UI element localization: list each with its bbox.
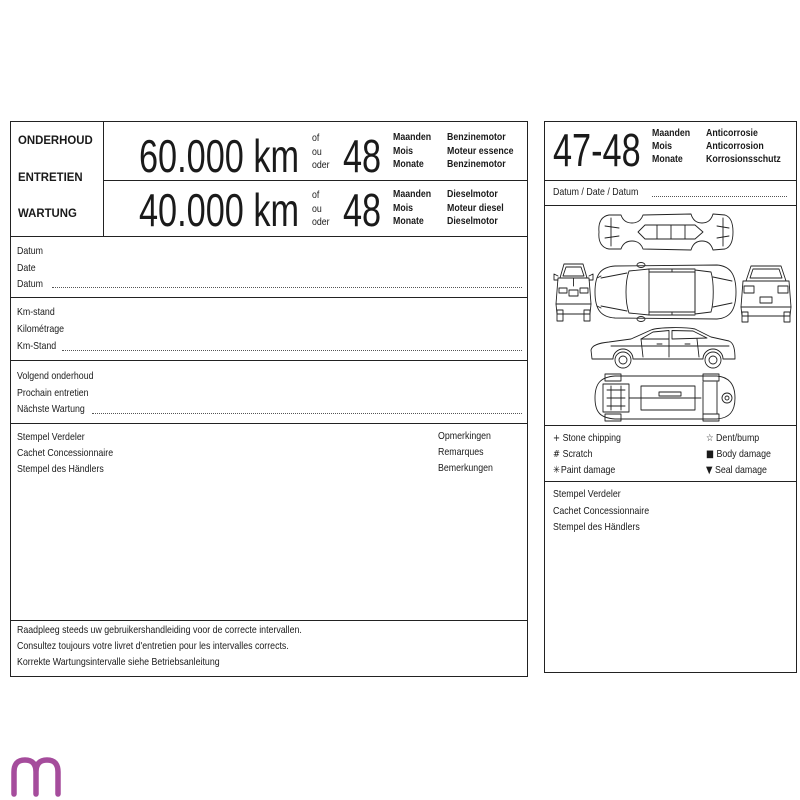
seal-damage-symbol: ▼ [706, 465, 713, 476]
engine-word: Moteur diesel [447, 202, 504, 214]
date-label-de: Datum [17, 278, 43, 290]
legend-stamp-divider [544, 481, 797, 482]
car-underside-view-icon [595, 374, 735, 421]
anticorrosion-treatment [706, 127, 781, 166]
stamp-section-divider [10, 620, 528, 621]
dealer-stamp-label-nl: Stempel Verdeler [17, 431, 85, 443]
treatment-word: Anticorrosion [706, 141, 764, 152]
legend-label: Body damage [716, 448, 771, 460]
dealer-stamp-labels [17, 429, 113, 477]
mileage-label-nl: Km-stand [17, 306, 55, 318]
legend-label: Stone chipping [562, 432, 621, 444]
date-label-nl: Datum [17, 245, 43, 257]
petrol-interval-distance: 60.000 km [139, 130, 300, 182]
dealer-stamp-label-fr: Cachet Concessionnaire [553, 504, 650, 517]
body-damage-symbol: ■ [706, 449, 714, 460]
engine-word: Benzinemotor [447, 159, 506, 170]
month-word: Maanden [393, 132, 432, 143]
dealer-stamp-label-de: Stempel des Händlers [17, 463, 104, 475]
remarks-label-nl: Opmerkingen [438, 430, 491, 442]
car-side-view-icon [591, 328, 735, 368]
legend-scratch [553, 446, 592, 463]
next-service-entry-line [92, 413, 522, 414]
mileage-section-divider [10, 360, 528, 361]
anticorrosion-months-range: 47-48 [553, 124, 641, 176]
footer-note-fr: Consultez toujours votre livret d'entretien pour les intervalles corrects. [17, 640, 289, 652]
remarks-label-de: Bemerkungen [438, 462, 493, 474]
month-word: Mois [652, 141, 673, 152]
or-word: ou [312, 146, 322, 158]
legend-label: Dent/bump [716, 432, 760, 444]
petrol-engine-type [447, 131, 514, 172]
month-word: Mois [393, 145, 414, 157]
service-label-de: WARTUNG [18, 206, 77, 220]
diesel-or-words [312, 189, 330, 230]
service-label-fr: ENTRETIEN [18, 170, 83, 184]
date-field-labels [17, 243, 43, 293]
dealer-stamp-label-nl: Stempel Verdeler [553, 488, 621, 500]
anticorrosion-header-divider [544, 180, 797, 181]
diesel-engine-type [447, 188, 504, 229]
month-word: Monate [652, 154, 683, 165]
engine-word: Dieselmotor [447, 189, 498, 200]
date-entry-line [52, 287, 522, 288]
anticorrosion-dealer-stamp-labels [553, 486, 649, 536]
legend-seal-damage [706, 462, 767, 479]
car-rear-view-icon [741, 266, 791, 322]
diesel-month-words [393, 188, 431, 229]
remarks-labels [438, 428, 493, 476]
mileage-entry-line [62, 350, 522, 351]
treatment-word: Anticorrosie [706, 128, 758, 139]
or-word: of [312, 190, 320, 201]
month-word: Mois [393, 202, 414, 214]
engine-word: Benzinemotor [447, 132, 506, 143]
dealer-stamp-label-fr: Cachet Concessionnaire [17, 447, 114, 459]
next-service-label-fr: Prochain entretien [17, 386, 89, 399]
petrol-month-words [393, 131, 431, 172]
mileage-label-fr: Kilométrage [17, 323, 65, 335]
legend-stone-chipping [553, 430, 621, 447]
legend-label: Seal damage [714, 464, 767, 476]
footer-notes [17, 622, 302, 670]
date-label-fr: Date [17, 261, 36, 274]
treatment-word: Korrosionsschutz [706, 154, 781, 165]
header-divider [10, 236, 528, 237]
legend-label: Scratch [562, 448, 593, 460]
month-word: Maanden [393, 189, 432, 200]
petrol-interval-months: 48 [343, 130, 382, 182]
next-service-label-de: Nächste Wartung [17, 403, 85, 415]
diesel-interval-distance: 40.000 km [139, 184, 300, 236]
date-section-divider [10, 297, 528, 298]
label-column-divider [103, 121, 104, 236]
dent-bump-symbol: ☆ [706, 433, 714, 444]
anticorrosion-date-entry-line [652, 196, 787, 197]
next-service-field-labels [17, 368, 94, 418]
remarks-label-fr: Remarques [438, 446, 484, 458]
engine-word: Dieselmotor [447, 216, 498, 227]
car-damage-diagram [545, 206, 796, 424]
footer-note-nl: Raadpleeg steeds uw gebruikershandleiding voor de correcte intervallen. [17, 624, 302, 636]
legend-label: Paint damage [560, 464, 616, 476]
diagram-legend-divider [544, 425, 797, 426]
scratch-symbol: # [553, 449, 561, 460]
car-top-view-icon [595, 263, 736, 322]
month-word: Monate [393, 216, 424, 227]
anticorrosion-date-label: Datum / Date / Datum [553, 186, 639, 198]
diesel-interval-months: 48 [343, 184, 382, 236]
or-word: of [312, 133, 320, 144]
car-unfolded-body-icon [599, 214, 733, 250]
dealer-stamp-label-de: Stempel des Händlers [553, 521, 640, 533]
service-label-nl: ONDERHOUD [18, 133, 93, 147]
anticorrosion-month-words [652, 127, 690, 166]
or-word: oder [312, 160, 330, 171]
car-front-view-icon [554, 264, 593, 321]
m-logo-stroke [14, 760, 58, 794]
paint-damage-symbol: ✳ [553, 465, 561, 476]
m-logo-icon [8, 752, 66, 798]
or-word: ou [312, 203, 322, 215]
mileage-field-labels [17, 304, 64, 355]
month-word: Maanden [652, 128, 691, 139]
next-service-section-divider [10, 423, 528, 424]
legend-dent-bump [706, 430, 759, 447]
stone-chipping-symbol: + [553, 433, 561, 444]
or-word: oder [312, 217, 330, 228]
petrol-or-words [312, 132, 330, 173]
mileage-label-de: Km-Stand [17, 340, 57, 352]
footer-note-de: Korrekte Wartungsintervalle siehe Betriebsanleitung [17, 656, 220, 668]
engine-word: Moteur essence [447, 145, 514, 157]
legend-paint-damage [553, 462, 615, 479]
next-service-label-nl: Volgend onderhoud [17, 370, 94, 382]
month-word: Monate [393, 159, 424, 170]
legend-body-damage [706, 446, 771, 463]
